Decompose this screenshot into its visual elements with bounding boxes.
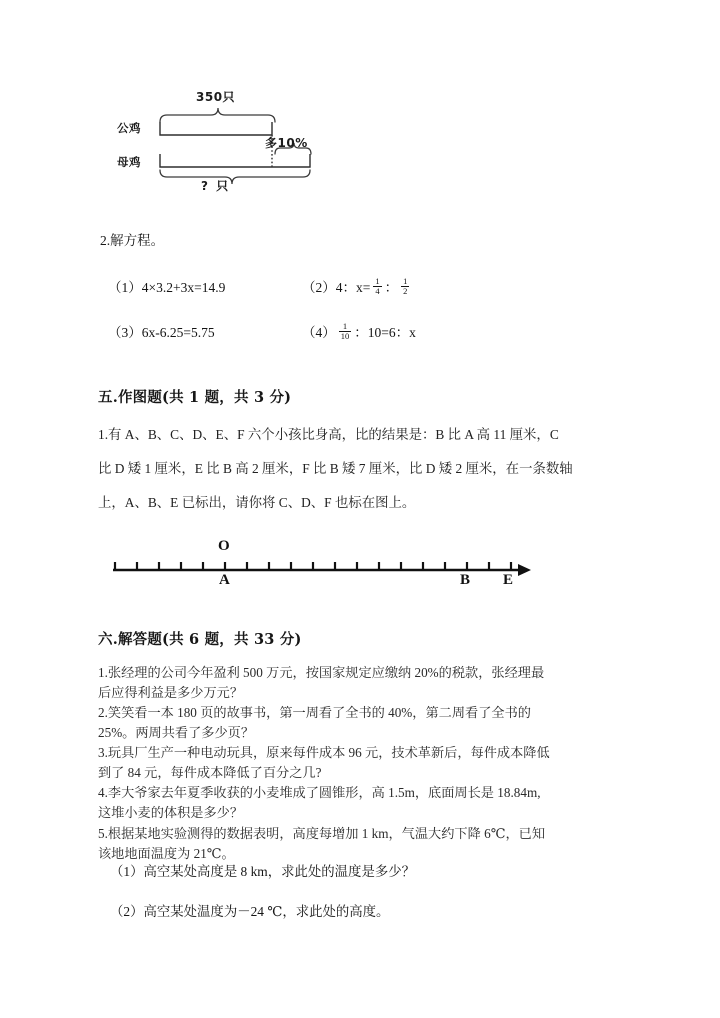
equation-3-body: 6x-6.25=5.75: [141, 325, 215, 340]
equation-2: [302, 276, 412, 298]
section-five-heading: 五.作图题(共 1 题，共 3 分): [98, 389, 292, 406]
equation-3-number: （3）: [108, 325, 142, 340]
question-line: 1.有 A、B、C、D、E、F 六个小孩比身高，比的结果是：B 比 A 高 11 厘米，C: [98, 427, 559, 442]
number-line-label-A: A: [219, 572, 230, 588]
question-line: 比 D 矮 1 厘米，E 比 B 高 2 厘米，F 比 B 矮 7 厘米，比 D 矮 2 厘米，在一条数轴: [98, 461, 573, 477]
problem-line: 25%。两周共看了多少页？: [98, 725, 255, 741]
section-five-question: [98, 418, 638, 521]
fraction-numerator: 1: [375, 276, 380, 287]
equation-3: [108, 321, 215, 341]
equation-2-fraction-two: [401, 277, 409, 296]
fraction-numerator: 1: [342, 321, 348, 332]
question-line: 上，A、B、E 已标出，请你将 C、D、F 也标在图上。: [98, 495, 416, 511]
fraction-denominator: 2: [403, 286, 408, 297]
problem-line: 1.张经理的公司今年盈利 500 万元，按国家规定应缴纳 20%的税款，张经理最: [98, 665, 545, 680]
problem-line: 到了 84 元，每件成本降低了百分之几?: [98, 765, 322, 781]
diagram-label-rooster: 公鸡: [117, 121, 141, 135]
equation-2-fraction-one: [373, 277, 381, 296]
diagram-label-unknown: ? 只: [201, 179, 231, 193]
diagram-label-hen: 母鸡: [117, 155, 141, 169]
equation-4-suffix: ：10=6：x: [354, 325, 416, 340]
equation-1-body: 4×3.2+3x=14.9: [141, 280, 226, 295]
bar-model-diagram: [0, 78, 720, 198]
diagram-label-total-350: 350只: [196, 90, 236, 104]
equation-4: [302, 321, 416, 343]
equations-heading: 2.解方程。: [100, 233, 165, 248]
problem-line: 该地地面温度为 21℃。: [98, 845, 235, 861]
fraction-numerator: 1: [403, 276, 408, 287]
number-line-label-O: O: [218, 538, 230, 554]
equation-2-prefix: 4：x=: [335, 280, 371, 295]
equation-1-number: （1）: [108, 280, 142, 295]
equation-4-number: （4）: [302, 325, 336, 340]
diagram-label-difference: 多10%: [265, 136, 308, 150]
equation-4-fraction: [339, 322, 352, 341]
section-six-problems: [98, 663, 628, 864]
number-line-svg: [0, 528, 720, 598]
problem-line: 这堆小麦的体积是多少？: [98, 805, 244, 821]
fraction-denominator: 4: [375, 286, 380, 297]
equation-1: [108, 276, 225, 296]
sub-question-2: （2）高空某处温度为－24 ℃，求此处的高度。: [110, 904, 390, 919]
problem-line: 后应得利益是多少万元？: [98, 685, 244, 701]
problem-line: 4.李大爷家去年夏季收获的小麦堆成了圆锥形，高 1.5m，底面周长是 18.84m,: [98, 785, 541, 801]
section-six-heading: 六.解答题(共 6 题，共 33 分): [98, 631, 302, 648]
number-line-label-E: E: [503, 572, 514, 588]
equation-2-number: （2）: [302, 280, 336, 295]
fraction-denominator: 10: [340, 331, 350, 342]
equation-2-middle: ：: [384, 280, 399, 295]
number-line-label-B: B: [460, 572, 471, 588]
problem-line: 5.根据某地实验测得的数据表明，高度每增加 1 km，气温大约下降 6℃，已知: [98, 825, 546, 841]
number-line-diagram: [0, 528, 720, 598]
problem-line: 2.笑笑看一本 180 页的故事书，第一周看了全书的 40%，第二周看了全书的: [98, 705, 531, 721]
bar-model-svg: [0, 78, 720, 198]
sub-question-1: （1）高空某处高度是 8 km，求此处的温度是多少？: [110, 864, 416, 879]
problem-line: 3.玩具厂生产一种电动玩具，原来每件成本 96 元，技术革新后，每件成本降低: [98, 745, 550, 761]
